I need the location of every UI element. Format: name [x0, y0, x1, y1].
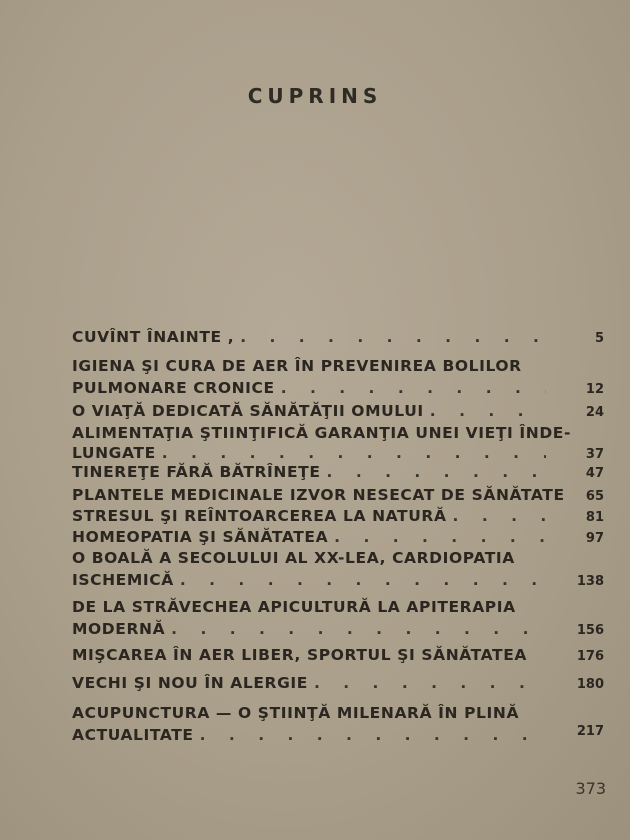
toc-entry-line: ALIMENTAŢIA ŞTIINŢIFICĂ GARANŢIA UNEI VIEŢI ÎNDE-: [72, 424, 572, 442]
toc-page-number: 12: [585, 382, 604, 397]
toc-entry-line: CUVÎNT ÎNAINTE , . . .: [72, 328, 546, 346]
toc-page-number: 81: [585, 510, 604, 525]
toc-page-number: 180: [576, 677, 604, 692]
toc-entry-line: TINEREŢE FĂRĂ BĂTRÎNEŢE . . .: [72, 463, 546, 481]
toc-entry-line: LUNGATE . . .: [72, 444, 546, 462]
toc-entry-line: STRESUL ŞI REÎNTOARCEREA LA NATURĂ . . .: [72, 507, 546, 525]
toc-entry-line: DE LA STRĂVECHEA APICULTURĂ LA APITERAPIA: [72, 598, 516, 616]
toc-entry-line: O VIAŢĂ DEDICATĂ SĂNĂTĂŢII OMULUI . . .: [72, 402, 546, 420]
toc-entry-line: ACTUALITATE . . .: [72, 726, 546, 744]
toc-page-number: 37: [585, 447, 604, 462]
toc-page-number: 47: [585, 466, 604, 481]
page-number: 373: [575, 779, 606, 798]
toc-page-number: 156: [576, 623, 604, 638]
toc-entry-line: ISCHEMICĂ . . .: [72, 571, 546, 589]
toc-page-number: 97: [585, 531, 604, 546]
toc-entry-line: MODERNĂ . . .: [72, 620, 546, 638]
toc-page-number: 217: [576, 724, 604, 739]
toc-page-number: 65: [585, 489, 604, 504]
toc-entry-line: IGIENA ŞI CURA DE AER ÎN PREVENIREA BOLILOR: [72, 357, 522, 375]
toc-entry-line: VECHI ŞI NOU ÎN ALERGIE . . .: [72, 674, 546, 692]
toc-page-number: 176: [576, 649, 604, 664]
toc-page-number: 24: [585, 405, 604, 420]
toc-page-number: 138: [576, 574, 604, 589]
toc-entry-line: HOMEOPATIA ŞI SĂNĂTATEA . . .: [72, 528, 546, 546]
toc-entry-line: PLANTELE MEDICINALE IZVOR NESECAT DE SĂNĂTATE: [72, 486, 565, 504]
toc-entry-line: PULMONARE CRONICE . . .: [72, 379, 546, 397]
toc-entry-line: ACUPUNCTURA — O ŞTIINŢĂ MILENARĂ ÎN PLINĂ: [72, 704, 520, 722]
toc-entry-line: O BOALĂ A SECOLULUI AL XX-LEA, CARDIOPATIA: [72, 549, 515, 567]
toc-entry-line: MIŞCAREA ÎN AER LIBER, SPORTUL ŞI SĂNĂTATEA: [72, 646, 527, 664]
page-title: CUPRINS: [247, 84, 383, 108]
toc-page-number: 5: [594, 331, 604, 346]
